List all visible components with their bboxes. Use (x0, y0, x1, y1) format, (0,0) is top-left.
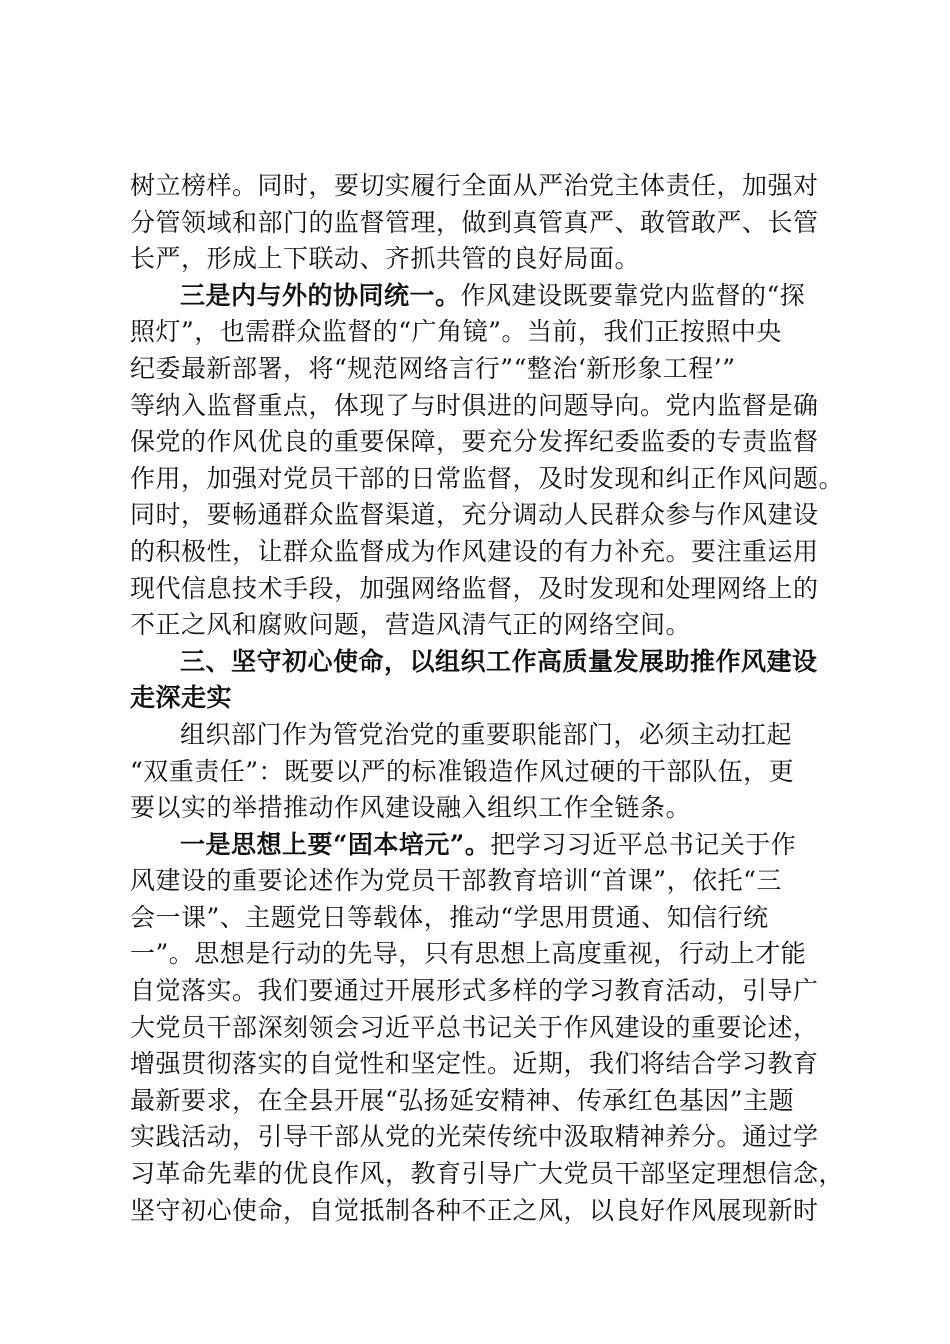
paragraph-continuation (130, 168, 830, 278)
text-line: 不正之风和腐败问题，营造风清气正的网络空间。 (130, 610, 692, 640)
paragraph-first-line (130, 278, 830, 315)
text-line: 的积极性，让群众监督成为作风建设的有力补充。要注重运用 (130, 536, 819, 566)
text-line: 现代信息技术手段，加强网络监督，及时发现和处理网络上的 (130, 573, 819, 603)
paragraph-lead: 一是思想上要“固本培元”。 (180, 829, 491, 859)
text-line: 自觉落实。我们要通过开展形式多样的学习教育活动，引导广 (130, 976, 819, 1006)
paragraph-first-line (130, 827, 830, 864)
text-line: 要以实的举措推动作风建设融入组织工作全链条。 (130, 793, 692, 823)
text-line: 树立榜样。同时，要切实履行全面从严治党主体责任，加强对 (130, 171, 819, 200)
document-page (130, 168, 845, 1229)
text-line: 照灯”，也需群众监督的“广角镜”。当前，我们正按照中央 (130, 317, 782, 347)
text-line: 习革命先辈的优良作风，教育引导广大党员干部坚定理想信念， (130, 1159, 845, 1189)
text-line: “双重责任”：既要以严的标准锻造作风过硬的干部队伍，更 (130, 756, 795, 786)
section-heading (130, 644, 830, 717)
heading-line: 三、坚守初心使命，以组织工作高质量发展助推作风建设 (180, 646, 818, 676)
paragraph-lead: 三是内与外的协同统一。 (180, 280, 461, 310)
paragraph-intro (130, 717, 830, 827)
text-line: 实践活动，引导干部从党的光荣传统中汲取精神养分。通过学 (130, 1122, 819, 1152)
text-line: 同时，要畅通群众监督渠道，充分调动人民群众参与作风建设 (130, 500, 819, 530)
text-line: 长严，形成上下联动、齐抓共管的良好局面。 (130, 244, 641, 274)
text-line: 大党员干部深刻领会习近平总书记关于作风建设的重要论述， (130, 1012, 819, 1042)
paragraph-inner-outer-coordination (130, 278, 845, 644)
text-line: 风建设的重要论述作为党员干部教育培训“首课”，依托“三 (130, 866, 782, 896)
paragraph-first-rest: 把学习习近平总书记关于作 (490, 829, 797, 859)
text-line: 增强贯彻落实的自觉性和坚定性。近期，我们将结合学习教育 (130, 1049, 819, 1079)
text-line: 等纳入监督重点，体现了与时俱进的问题导向。党内监督是确 (130, 390, 819, 420)
text-line: 一”。思想是行动的先导，只有思想上高度重视，行动上才能 (130, 939, 807, 969)
text-line: 坚守初心使命，自觉抵制各种不正之风，以良好作风展现新时 (130, 1195, 819, 1225)
text-line: 分管领域和部门的监督管理，做到真管真严、敢管敢严、长管 (130, 207, 819, 237)
text-line: 最新要求，在全县开展“弘扬延安精神、传承红色基因”主题 (130, 1085, 795, 1115)
paragraph-first-rest: 作风建设既要靠党内监督的“探 (460, 280, 806, 310)
paragraph-ideology (130, 827, 845, 1230)
text-line: 纪委最新部署，将“规范网络言行”“整治‘新形象工程’” (130, 353, 736, 383)
text-line: 会一课”、主题党日等载体，推动“学思用贯通、知信行统 (130, 902, 769, 932)
text-line: 组织部门作为管党治党的重要职能部门，必须主动扛起 (180, 719, 793, 749)
text-line: 保党的作风优良的重要保障，要充分发挥纪委监委的专责监督 (130, 427, 819, 457)
text-line: 作用，加强对党员干部的日常监督，及时发现和纠正作风问题。 (130, 463, 845, 493)
heading-line: 走深走实 (130, 683, 233, 713)
